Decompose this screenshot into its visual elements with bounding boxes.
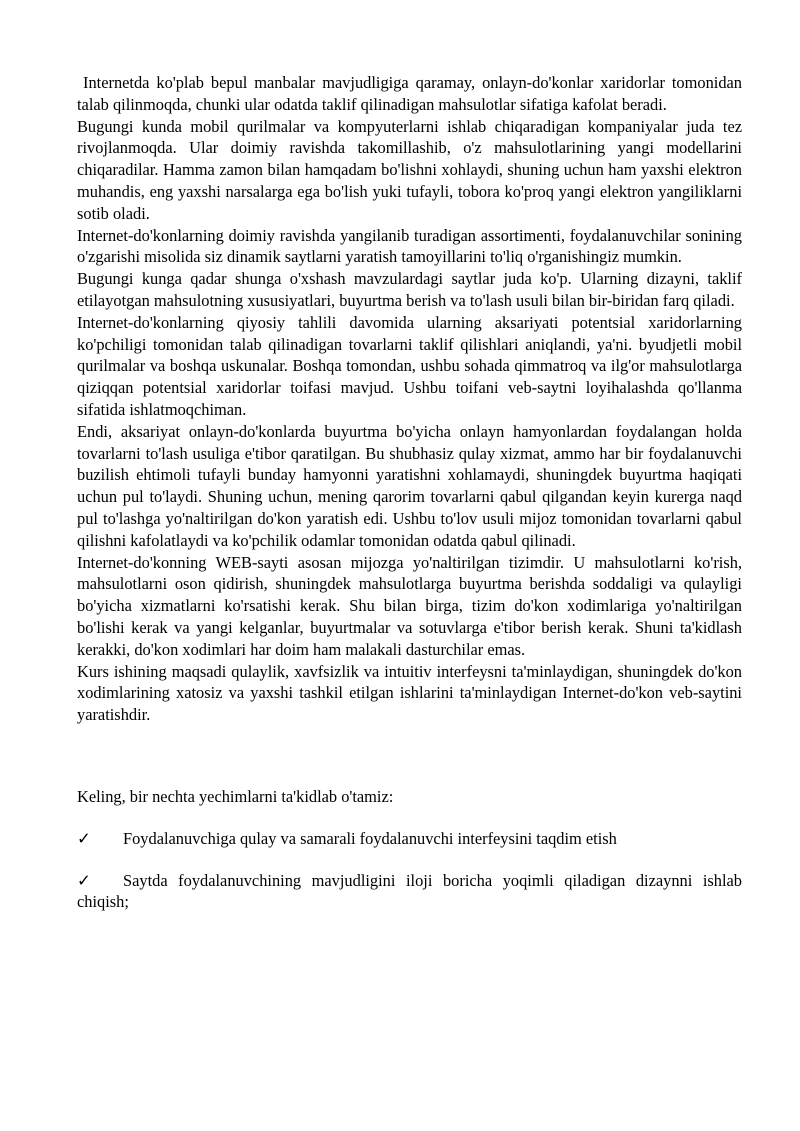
spacer <box>77 726 742 786</box>
paragraph-8: Kurs ishining maqsadi qulaylik, xavfsizlik va intuitiv interfeysni ta'minlaydigan, shuningdek do'kon xodimlarining xatosiz va yaxshi tashkil etilgan ishlarini ta'minlaydigan Internet-do'kon veb-saytini yaratishdir. <box>77 661 742 725</box>
paragraph-5: Internet-do'konlarning qiyosiy tahlili davomida ularning aksariyati potentsial xaridorlarning ko'pchiligi tomonidan talab qilinadigan tovarlarni taklif qilishlari aniqlandi, ya'ni. byudjetli mobil qurilmalar va boshqa uskunalar. Boshqa tomondan, ushbu sohada qimmatroq va ilg'or mahsulotlarga qiziqqan potentsial xaridorlar toifasi mavjud. Ushbu toifani veb-saytni loyihalashda qo'llanma sifatida ishlatmoqchiman. <box>77 312 742 419</box>
checkmark-icon: ✓ <box>77 870 91 890</box>
spacer <box>77 808 742 828</box>
bullet-text: Foydalanuvchiga qulay va samarali foydalanuvchi interfeysini taqdim etish <box>123 828 617 848</box>
checkmark-icon: ✓ <box>77 828 91 848</box>
spacer <box>77 850 742 870</box>
paragraph-3: Internet-do'konlarning doimiy ravishda yangilanib turadigan assortimenti, foydalanuvchilar sonining o'zgarishi misolida siz dinamik saytlarni yaratish tamoyillarini to'liq o'rganishingiz mumkin. <box>77 225 742 267</box>
solutions-intro: Keling, bir nechta yechimlarni ta'kidlab o'tamiz: <box>77 786 394 806</box>
paragraph-7: Internet-do'konning WEB-sayti asosan mijozga yo'naltirilgan tizimdir. U mahsulotlarni ko'rish, mahsulotlarni oson qidirish, shuningdek mahsulotlarga buyurtma berishda soddaligi va qulayligi bo'yicha xizmatlarni ko'rsatishi kerak. Shu bilan birga, tizim do'kon xodimlariga yo'naltirilgan bo'lishi kerak va yangi kelganlar, buyurtmalar va sotuvlarga e'tibor berish kerak. Shuni ta'kidlash kerakki, do'kon xodimlari har doim ham malakali dasturchilar emas. <box>77 552 742 659</box>
paragraph-2: Bugungi kunda mobil qurilmalar va kompyuterlarni ishlab chiqaradigan kompaniyalar juda tez rivojlanmoqda. Ular doimiy ravishda takomillashib, o'z mahsulotlarining yangi modellarini chiqaradilar. Hamma zamon bilan hamqadam bo'lishni xohlaydi, shuning uchun ham yaxshi elektron muhandis, eng yaxshi narsalarga ega bo'lish yuki tufayli, tobora ko'proq yangi elektron yangiliklarni sotib oladi. <box>77 116 742 223</box>
bullet-item-1 <box>77 828 742 850</box>
bullet-item-2 <box>77 870 742 914</box>
bullet-text: Saytda foydalanuvchining mavjudligini iloji boricha yoqimli qiladigan dizaynni ishlab chiqish; <box>77 870 742 912</box>
paragraph-6: Endi, aksariyat onlayn-do'konlarda buyurtma bo'yicha onlayn hamyonlardan foydalangan holda tovarlarni to'lash usuliga e'tibor qaratilgan. Bu shubhasiz qulay xizmat, ammo har bir foydalanuvchi buzilish ehtimoli tufayli bunday hamyonni yaratishni xohlamaydi, shuningdek buyurtma haqiqati uchun pul to'laydi. Shuning uchun, mening qarorim tovarlarni qabul qilgandan keyin kurerga naqd pul to'lashga yo'naltirilgan do'kon yaratish edi. Ushbu to'lov usuli mijoz tomonidan tovarlarni qabul qilishni kafolatlaydi va ko'pchilik odamlar tomonidan odatda qabul qilinadi. <box>77 421 742 550</box>
paragraph-1: Internetda ko'plab bepul manbalar mavjudligiga qaramay, onlayn-do'konlar xaridorlar tomonidan talab qilinmoqda, chunki ular odatda taklif qilinadigan mahsulotlar sifatiga kafolat beradi. <box>77 73 742 114</box>
paragraph-4: Bugungi kunga qadar shunga o'xshash mavzulardagi saytlar juda ko'p. Ularning dizayni, taklif etilayotgan mahsulotning xususiyatlari, buyurtma berish va to'lash usuli bilan bir-biridan farq qiladi. <box>77 269 742 310</box>
